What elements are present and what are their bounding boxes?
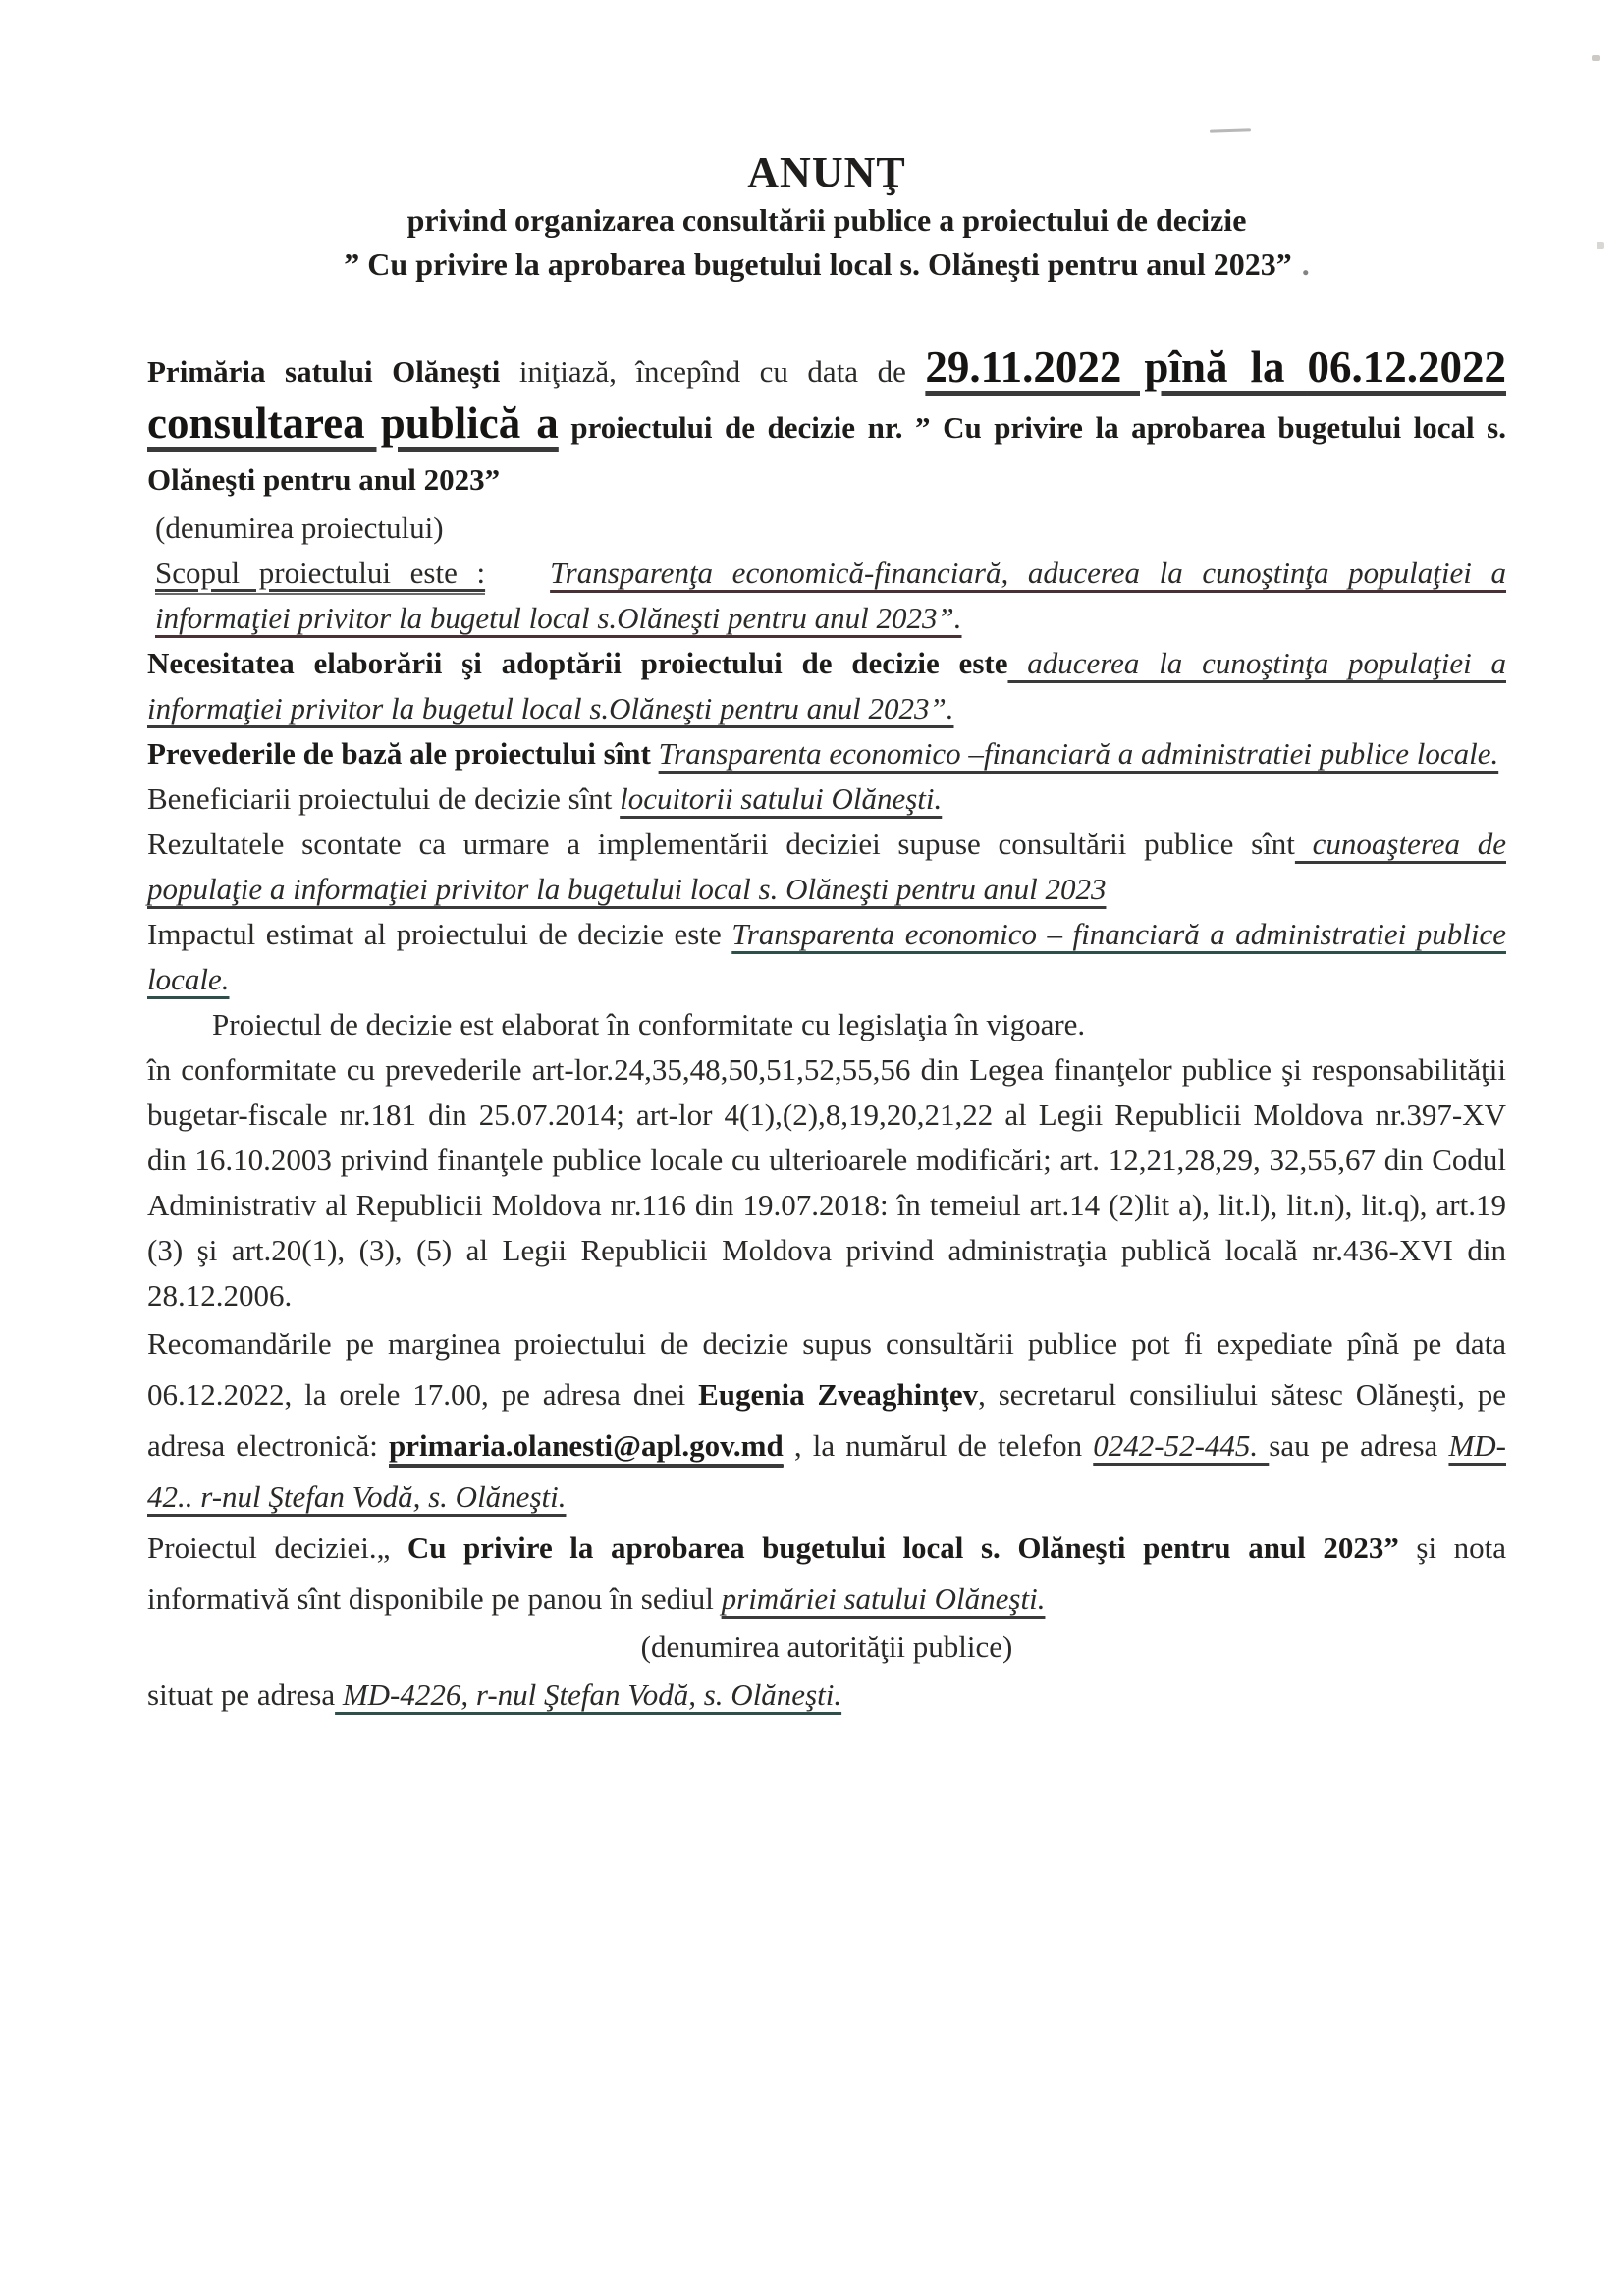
postal-address-full: MD-4226, r-nul Ştefan Vodă, s. Olăneşti.	[335, 1678, 842, 1712]
subtitle-line-1: privind organizarea consultării publice a proiectului de decizie	[406, 202, 1247, 238]
project-name-label: (denumirea proiectului)	[155, 510, 444, 545]
availability-text: şi nota informativă sînt disponibile pe panou în sediul	[147, 1530, 1506, 1616]
paragraph-provisions	[147, 731, 1506, 776]
decision-title-run: proiectului de decizie nr. ” Cu privire la aprobarea bugetului local s. Olăneşti pentru anul 2023”	[147, 410, 1506, 497]
paragraph-initiation	[147, 342, 1506, 506]
paragraph-necessity	[147, 641, 1506, 731]
necessity-text: aducerea la cunoştinţa populaţiei a informaţiei privitor la bugetul local s.Olăneşti pentru anul 2023”.	[147, 646, 1506, 725]
goal-label: Scopul proiectului este :	[155, 556, 485, 595]
beneficiaries-text: locuitorii satului Olăneşti.	[620, 781, 943, 816]
location-label: situat pe adresa	[147, 1678, 336, 1712]
secretary-name: Eugenia Zveaghinţev	[698, 1377, 979, 1412]
legal-basis-text: în conformitate cu prevederile art-lor.24,35,48,50,51,52,55,56 din Legea finanţelor publice şi responsabilităţii bugetar-fiscale nr.181 din 25.07.2014; art-lor 4(1),(2),8,19,20,21,22 al Legii Republicii Moldova nr.397-XV din 16.10.2003 privind finanţele publice locale cu ulterioarele modificări; art. 12,21,28,29, 32,55,67 din Codul Administrativ al Republicii Moldova nr.116 din 19.07.2018: în temeiul art.14 (2)lit a), lit.l), lit.n), lit.q), art.19 (3) şi art.20(1), (3), (5) al Legii Republicii Moldova privind administraţia publică locală nr.436-XVI din 28.12.2006.	[147, 1052, 1506, 1312]
paragraph-project-name-label	[147, 506, 1506, 551]
paragraph-legal-conformity	[147, 1002, 1506, 1047]
paragraph-beneficiaries	[147, 776, 1506, 822]
subtitle-trailing-period: .	[1301, 246, 1310, 282]
paragraph-recommendations	[147, 1318, 1506, 1522]
paragraph-estimated-impact	[147, 912, 1506, 1002]
initiator-name: Primăria satului Olăneşti	[147, 354, 501, 389]
phone-number: 0242-52-445.	[1093, 1428, 1270, 1463]
document-title: ANUNŢ	[747, 148, 906, 196]
goal-text: Transparenţa economică-financiară, aducerea la cunoştinţa populaţiei a informaţiei privitor la bugetul local s.Olăneşti pentru anul 2023”.	[155, 556, 1507, 635]
paragraph-availability	[147, 1522, 1506, 1625]
impact-label: Impactul estimat al proiectului de decizie este	[147, 917, 732, 951]
subtitle-quote-text: ” Cu privire la aprobarea bugetului local s. Olăneşti pentru anul 2023”	[344, 246, 1292, 282]
secretary-role-text: , secretarul consiliului sătesc Olăneşti, pe adresa electronică:	[147, 1377, 1506, 1463]
postal-address-short: MD-42.. r-nul Ştefan Vodă, s. Olăneşti.	[147, 1428, 1506, 1514]
consultation-start-date: 29.11.2022 pînă la	[925, 343, 1308, 392]
scan-artifact-dash	[1210, 128, 1251, 132]
paragraph-location	[147, 1670, 1506, 1721]
authority-name-label: (denumirea autorităţii publice)	[640, 1629, 1013, 1664]
phone-label-text: , la numărul de telefon	[783, 1428, 1094, 1463]
paragraph-project-goal	[147, 551, 1506, 641]
document-content	[147, 147, 1506, 1721]
consultation-end-date: 06.12.2022 consultarea publică a	[147, 343, 1507, 448]
beneficiaries-label: Beneficiarii proiectului de decizie sînt	[147, 781, 621, 816]
document-body	[147, 342, 1506, 1721]
provisions-text: Transparenta economico –financiară a administratiei publice locale.	[658, 736, 1499, 771]
paragraph-authority-name-label	[147, 1625, 1506, 1670]
results-label: Rezultatele scontate ca urmare a implementării deciziei supuse consultării publice sînt	[147, 827, 1295, 861]
address-label-text: sau pe adresa	[1269, 1428, 1449, 1463]
provisions-label: Prevederile de bază ale proiectului sînt	[147, 736, 659, 771]
results-text: cunoaşterea de populaţie a informaţiei privitor la bugetului local s. Olăneşti pentru anul 2023	[147, 827, 1506, 906]
availability-lead-text: Proiectul deciziei.„	[147, 1530, 407, 1565]
scan-artifact-speck	[1592, 55, 1600, 61]
paragraph-legal-basis	[147, 1047, 1506, 1318]
decision-title-bold: Cu privire la aprobarea bugetului local s. Olăneşti pentru anul 2023”	[406, 1530, 1399, 1565]
recommendations-text: Recomandările pe marginea proiectului de decizie supus consultării publice pot fi expediate pînă pe data 06.12.2022, la orele 17.00, pe adresa dnei	[147, 1326, 1506, 1412]
email-address: primaria.olanesti@apl.gov.md	[389, 1428, 784, 1467]
scan-artifact-speck-2	[1597, 242, 1604, 249]
paragraph-expected-results	[147, 822, 1506, 912]
town-hall-reference: primăriei satului Olăneşti.	[721, 1581, 1046, 1616]
impact-text: Transparenta economico – financiară a administratiei publice locale.	[147, 917, 1506, 996]
subtitle-line-2	[147, 242, 1506, 287]
necessity-label: Necesitatea elaborării şi adoptării proiectului de decizie este	[147, 646, 1008, 680]
text-run: iniţiază, începînd cu data de	[500, 354, 926, 389]
conformity-text: Proiectul de decizie est elaborat în conformitate cu legislaţia în vigoare.	[212, 1007, 1086, 1041]
